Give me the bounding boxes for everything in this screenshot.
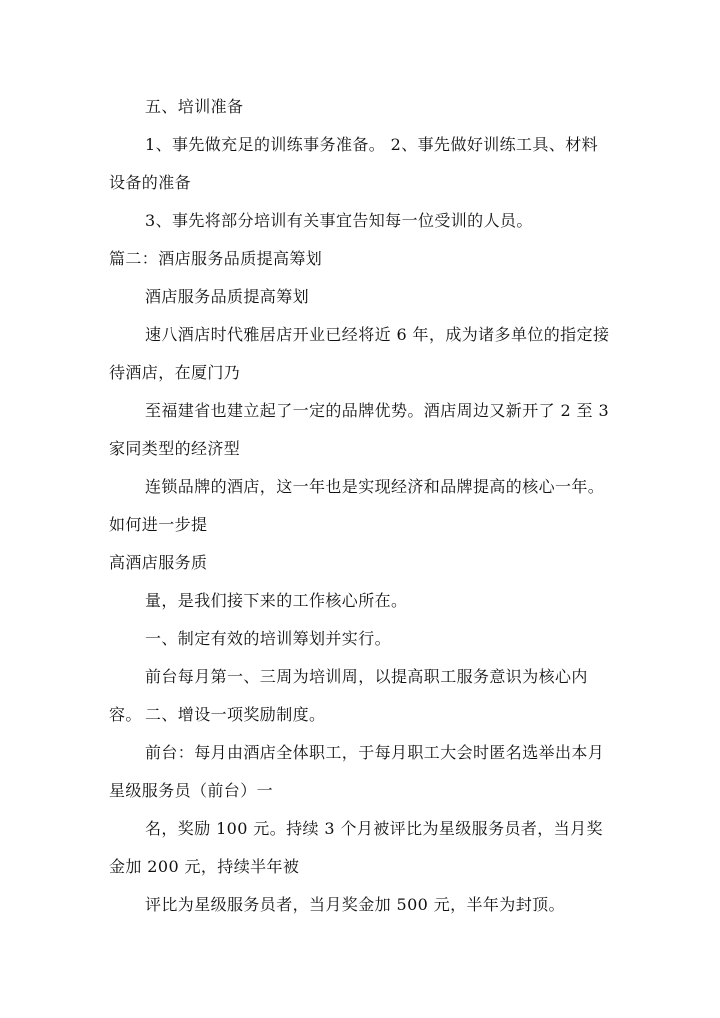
paragraph-reward-2: 名，奖励 100 元。持续 3 个月被评比为星级服务员者，当月奖金加 200 元，持续半年被 bbox=[109, 819, 603, 876]
paragraph-reward-3: 评比为星级服务员者，当月奖金加 500 元，半年为封顶。 bbox=[145, 895, 565, 914]
section-heading-training-plan: 一、制定有效的培训筹划并实行。 bbox=[145, 629, 392, 648]
document-title: 酒店服务品质提高筹划 bbox=[145, 287, 310, 306]
paragraph-intro-5: 量，是我们接下来的工作核心所在。 bbox=[145, 591, 408, 610]
paragraph-prep-items: 1、事先做充足的训练事务准备。 2、事先做好训练工具、材料设备的准备 bbox=[109, 135, 599, 192]
paragraph-intro-3: 连锁品牌的酒店，这一年也是实现经济和品牌提高的核心一年。如何进一步提 bbox=[109, 477, 605, 534]
paragraph-prep-notice: 3、事先将部分培训有关事宜告知每一位受训的人员。 bbox=[145, 211, 533, 230]
paragraph-reward-1: 前台：每月由酒店全体职工，于每月职工大会时匿名选举出本月星级服务员（前台）一 bbox=[109, 743, 605, 800]
paragraph-intro-2: 至福建省也建立起了一定的品牌优势。酒店周边又新开了 2 至 3 家同类型的经济型 bbox=[109, 401, 610, 458]
paragraph-intro-4: 高酒店服务质 bbox=[109, 553, 208, 572]
section-heading-reward-system: 二、增设一项奖励制度。 bbox=[145, 705, 326, 724]
paragraph-intro-1: 速八酒店时代雅居店开业已经将近 6 年，成为诸多单位的指定接待酒店，在厦门乃 bbox=[109, 325, 610, 382]
paragraph-training-week: 前台每月第一、三周为培训周，以提高职工服务意识为核心内容。 bbox=[109, 667, 588, 724]
section-heading-training-prep: 五、培训准备 bbox=[145, 97, 244, 116]
chapter-heading-part-two: 篇二：酒店服务品质提高筹划 bbox=[109, 249, 323, 268]
